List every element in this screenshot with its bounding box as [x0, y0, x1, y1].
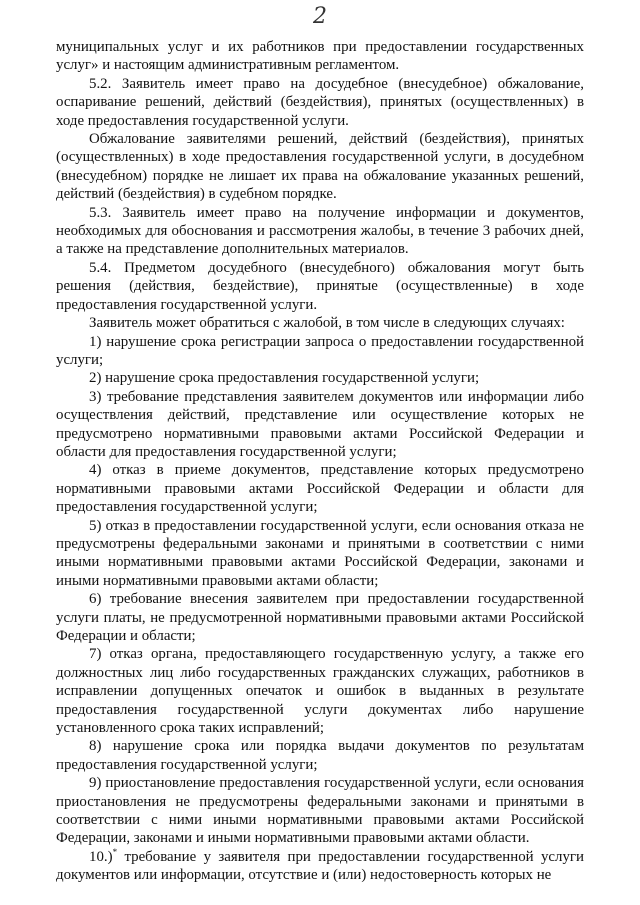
paragraph: Обжалование заявителями решений, действий (бездействия), принятых (осуществленных) в ходе предоставления государственной услуги, в досудебном (внесудебном) порядке не лишает их права на обжалование указанных решений, действий (бездействия) в судебном порядке.	[56, 131, 584, 203]
asterisk-mark: *	[112, 846, 118, 857]
paragraph: 5.3. Заявитель имеет право на получение информации и документов, необходимых для обоснования и рассмотрения жалобы, в течение 3 рабочих дней, а также на представление дополнительных материалов.	[56, 204, 584, 258]
page-number: 2	[313, 4, 327, 29]
item-text: требование у заявителя при предоставлении государственной услуги документов или информации, отсутствие и (или) недостоверность которых не	[56, 848, 584, 884]
list-item: 4) отказ в приеме документов, представление которых предусмотрено нормативными правовыми актами Российской Федерации и области для предоставления государственной услуги;	[56, 462, 584, 516]
list-item: 2) нарушение срока предоставления государственной услуги;	[89, 370, 480, 387]
paragraph: муниципальных услуг и их работников при предоставлении государственных услуг» и настоящим административным регламентом.	[56, 39, 584, 74]
paragraph: 5.2. Заявитель имеет право на досудебное (внесудебное) обжалование, оспаривание решений, действий (бездействия), принятых (осуществленных) в ходе предоставления государственной услуги.	[56, 75, 584, 129]
list-item: 5) отказ в предоставлении государственной услуги, если основания отказа не предусмотрены федеральными законами и принятыми в соответствии с ними иными нормативными правовыми актами Российской Федерации, законами и иными нормативными правовыми актами области;	[56, 517, 584, 589]
list-item: 7) отказ органа, предоставляющего государственную услугу, а также его должностных лиц либо государственных гражданских служащих, работников в исправлении допущенных опечаток и ошибок в выданных в результате предоставления государственной услуги документах либо нарушение установленного срока таких исправлений;	[56, 646, 584, 737]
paragraph: Заявитель может обратиться с жалобой, в том числе в следующих случаях:	[89, 315, 565, 332]
list-item-last	[56, 848, 584, 885]
document-body	[56, 38, 584, 885]
list-item: 8) нарушение срока или порядка выдачи документов по результатам предоставления государственной услуги;	[56, 738, 584, 773]
paragraph: 5.4. Предметом досудебного (внесудебного) обжалования могут быть решения (действия, бездействие), принятые (осуществленные) в ходе предоставления государственной услуги.	[56, 259, 584, 313]
list-item: 9) приостановление предоставления государственной услуги, если основания приостановления не предусмотрены федеральными законами и принятыми в соответствии с ними иными нормативными правовыми актами Российской Федерации, законами и иными нормативными правовыми актами области.	[56, 775, 584, 847]
list-item: 1) нарушение срока регистрации запроса о предоставлении государственной услуги;	[56, 333, 584, 368]
list-item: 3) требование представления заявителем документов или информации либо осуществления действий, представление или осуществление которых не предусмотрено нормативными правовыми актами Российской Федерации и области для предоставления государственной услуги;	[56, 388, 584, 460]
list-item: 6) требование внесения заявителем при предоставлении государственной услуги платы, не предусмотренной нормативными правовыми актами Российской Федерации и области;	[56, 591, 584, 644]
item-number: 10.)	[89, 848, 113, 865]
